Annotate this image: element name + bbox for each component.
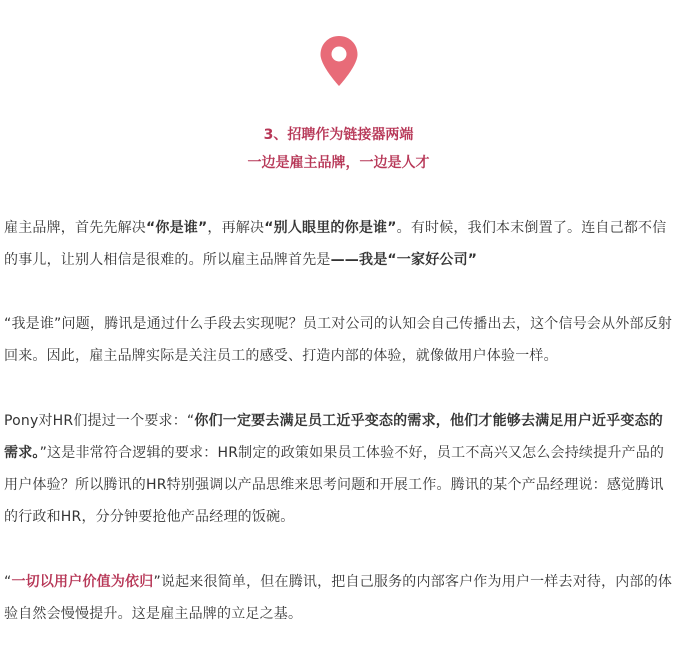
quote-who-are-you: “你是谁” xyxy=(146,220,208,236)
quote-pony-bold: 你们一定要去满足员工近乎变态的需求，他们才能够去满足用户近乎变态的需求。 xyxy=(4,413,663,461)
paragraph-employer-brand: 雇主品牌，首先先解决“你是谁”，再解决“别人眼里的你是谁”。有时候，我们本末倒置了。连自己都不信的事儿，让别人相信是很难的。所以雇主品牌首先是——我是“一家好公司” xyxy=(4,220,667,268)
paragraph-who-am-i: “我是谁”问题，腾讯是通过什么手段去实现呢？员工对公司的认知会自己传播出去，这个信号会从外部反射回来。因此，雇主品牌实际是关注员工的感受、打造内部的体验，就像做用户体验一样。 xyxy=(4,316,673,364)
quote-good-company: ——我是“一家好公司” xyxy=(330,252,478,268)
quote-how-others-see-you: “别人眼里的你是谁” xyxy=(264,220,397,236)
section-subheading: 一边是雇主品牌，一边是人才 xyxy=(247,155,430,171)
paragraph-user-value: “一切以用户价值为依归”说起来很简单，但在腾讯，把自己服务的内部客户作为用户一样去对待，内部的体验自然会慢慢提升。这是雇主品牌的立足之基。 xyxy=(4,574,673,622)
quote-user-value: 一切以用户价值为依归 xyxy=(11,574,154,590)
section-heading: 3、招聘作为链接器两端 xyxy=(263,127,414,143)
location-pin-icon xyxy=(319,35,359,87)
paragraph-pony-requirement: Pony对HR们提过一个要求：“你们一定要去满足员工近乎变态的需求，他们才能够去满足用户近乎变态的需求。”这是非常符合逻辑的要求：HR制定的政策如果员工体验不好，员工不高兴又怎么会持续提升产品的用户体验？所以腾讯的HR特别强调以产品思维来思考问题和开展工作。腾讯的某个产品经理说：感觉腾讯的行政和HR，分分钟要抢他产品经理的饭碗。 xyxy=(4,413,665,525)
